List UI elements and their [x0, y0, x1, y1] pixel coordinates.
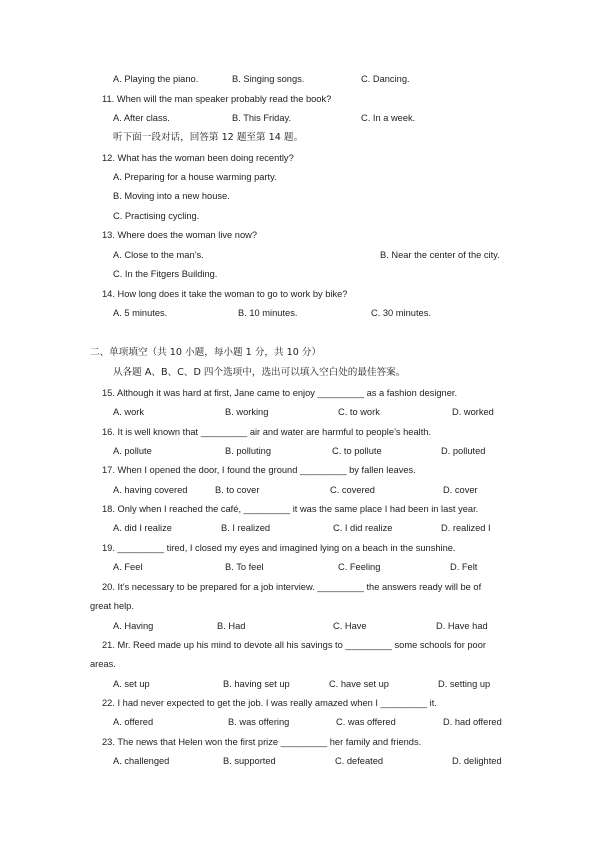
q12-option-c: C. Practising cycling.	[113, 211, 200, 221]
q16-options	[0, 444, 600, 458]
q14-stem: 14. How long does it take the woman to go to work by bike?	[102, 289, 348, 299]
section2-title-line	[0, 346, 600, 360]
q23-option-b: B. supported	[223, 756, 276, 766]
q10-option-b: B. Singing songs.	[232, 74, 305, 84]
q16-stem: 16. It is well known that _________ air and water are harmful to people’s health.	[102, 427, 432, 437]
q22-stem-line	[0, 696, 600, 710]
q22-option-a: A. offered	[113, 717, 154, 727]
q23-stem-line	[0, 735, 600, 749]
q18-option-c: C. I did realize	[333, 523, 393, 533]
q15-stem-line	[0, 386, 600, 400]
q14-option-b: B. 10 minutes.	[238, 308, 298, 318]
q13-option-c-line	[0, 267, 600, 281]
q17-stem-line	[0, 463, 600, 477]
q13-option-b: B. Near the center of the city.	[380, 250, 500, 260]
q12-option-a-line	[0, 170, 600, 184]
q11-stem: 11. When will the man speaker probably read the book?	[102, 94, 332, 104]
section2-instruction-line	[0, 366, 600, 380]
q17-option-d: D. cover	[443, 485, 478, 495]
q10-option-c: C. Dancing.	[361, 74, 410, 84]
q21-stem-cont: areas.	[90, 659, 116, 669]
q16-option-b: B. polluting	[225, 446, 271, 456]
q15-option-a: A. work	[113, 407, 144, 417]
q20-stem-cont-line	[0, 599, 600, 613]
q18-option-a: A. did I realize	[113, 523, 172, 533]
q19-option-a: A. Feel	[113, 562, 143, 572]
q15-options	[0, 405, 600, 419]
q18-option-b: B. I realized	[221, 523, 271, 533]
q22-option-d: D. had offered	[443, 717, 502, 727]
q18-option-d: D. realized I	[441, 523, 491, 533]
q19-stem: 19. _________ tired, I closed my eyes and imagined lying on a beach in the sunshine.	[102, 543, 456, 553]
dialog-instruction-line	[0, 131, 600, 145]
q20-options	[0, 619, 600, 633]
q20-option-c: C. Have	[333, 621, 367, 631]
q13-stem: 13. Where does the woman live now?	[102, 230, 258, 240]
q16-option-a: A. pollute	[113, 446, 152, 456]
q20-option-d: D. Have had	[436, 621, 488, 631]
q19-options	[0, 560, 600, 574]
q12-stem-line	[0, 151, 600, 165]
dialog-instruction: 听下面一段对话，回答第 12 题至第 14 题。	[113, 132, 304, 143]
q20-stem-line	[0, 580, 600, 594]
q21-options	[0, 677, 600, 691]
q21-option-a: A. set up	[113, 679, 150, 689]
q12-option-c-line	[0, 209, 600, 223]
q14-option-a: A. 5 minutes.	[113, 308, 168, 318]
q16-option-c: C. to pollute	[332, 446, 382, 456]
q17-option-a: A. having covered	[113, 485, 188, 495]
q17-option-b: B. to cover	[215, 485, 260, 495]
q14-option-c: C. 30 minutes.	[371, 308, 431, 318]
q20-option-a: A. Having	[113, 621, 154, 631]
q11-option-b: B. This Friday.	[232, 113, 292, 123]
q17-option-c: C. covered	[330, 485, 375, 495]
q11-option-a: A. After class.	[113, 113, 170, 123]
q17-options	[0, 483, 600, 497]
q14-stem-line	[0, 287, 600, 301]
q10-option-a: A. Playing the piano.	[113, 74, 199, 84]
q22-options	[0, 715, 600, 729]
section2-instruction: 从各题 A、B、C、D 四个选项中，选出可以填入空白处的最佳答案。	[113, 367, 406, 378]
q19-option-c: C. Feeling	[338, 562, 381, 572]
q21-stem: 21. Mr. Reed made up his mind to devote all his savings to _________ some schools for poor	[102, 640, 486, 650]
q20-option-b: B. Had	[217, 621, 246, 631]
q15-option-b: B. working	[225, 407, 269, 417]
q20-stem-cont: great help.	[90, 601, 134, 611]
q12-stem: 12. What has the woman been doing recently?	[102, 153, 294, 163]
q15-option-c: C. to work	[338, 407, 380, 417]
q15-stem: 15. Although it was hard at first, Jane came to enjoy _________ as a fashion designer.	[102, 388, 458, 398]
q21-stem-line	[0, 638, 600, 652]
q23-options	[0, 754, 600, 768]
q16-stem-line	[0, 425, 600, 439]
q23-option-d: D. delighted	[452, 756, 502, 766]
q20-stem: 20. It’s necessary to be prepared for a job interview. _________ the answers ready will be of	[102, 582, 482, 592]
q12-option-b-line	[0, 189, 600, 203]
q18-options	[0, 521, 600, 535]
q15-option-d: D. worked	[452, 407, 494, 417]
q12-option-b: B. Moving into a new house.	[113, 191, 230, 201]
q22-option-b: B. was offering	[228, 717, 290, 727]
q16-option-d: D. polluted	[441, 446, 486, 456]
q19-option-d: D. Felt	[450, 562, 478, 572]
q22-stem: 22. I had never expected to get the job. I was really amazed when I _________ it.	[102, 698, 437, 708]
q21-option-c: C. have set up	[329, 679, 389, 689]
q13-option-c: C. In the Fitgers Building.	[113, 269, 218, 279]
q23-option-a: A. challenged	[113, 756, 170, 766]
q23-stem: 23. The news that Helen won the first prize _________ her family and friends.	[102, 737, 422, 747]
q11-option-c: C. In a week.	[361, 113, 416, 123]
q10-options	[0, 72, 600, 86]
q13-option-a: A. Close to the man’s.	[113, 250, 204, 260]
q12-option-a: A. Preparing for a house warming party.	[113, 172, 277, 182]
q13-options-ab	[0, 248, 600, 262]
q17-stem: 17. When I opened the door, I found the ground _________ by fallen leaves.	[102, 465, 416, 475]
q19-stem-line	[0, 541, 600, 555]
q23-option-c: C. defeated	[335, 756, 384, 766]
q22-option-c: C. was offered	[336, 717, 396, 727]
q21-stem-cont-line	[0, 657, 600, 671]
q11-stem-line	[0, 92, 600, 106]
section2-title: 二、单项填空（共 10 小题，每小题 1 分，共 10 分）	[90, 347, 322, 358]
q11-options	[0, 111, 600, 125]
q18-stem-line	[0, 502, 600, 516]
q19-option-b: B. To feel	[225, 562, 264, 572]
q21-option-b: B. having set up	[223, 679, 290, 689]
q13-stem-line	[0, 228, 600, 242]
q18-stem: 18. Only when I reached the café, _________ it was the same place I had been in last year.	[102, 504, 479, 514]
q14-options	[0, 306, 600, 320]
q21-option-d: D. setting up	[438, 679, 491, 689]
